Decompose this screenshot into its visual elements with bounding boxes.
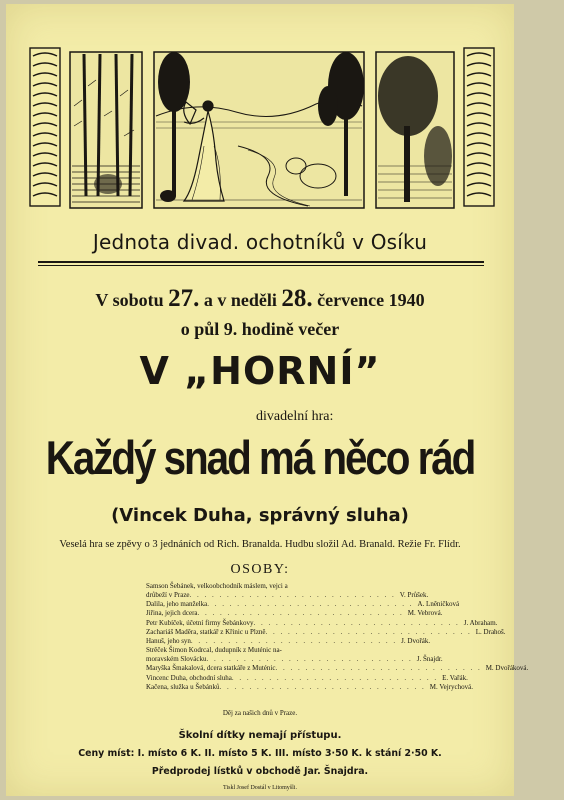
woodcut-banner-illustration xyxy=(28,46,498,210)
date-day-one: 27. xyxy=(168,285,200,312)
date-suffix: července 1940 xyxy=(317,290,425,310)
cast-actor: M. Vebrová. xyxy=(407,609,443,618)
leader-dots: . . . . . . . . . . . . . . . . . . . . . . . . . . . . xyxy=(265,627,472,636)
cast-row xyxy=(146,655,443,664)
cast-row xyxy=(146,609,443,618)
leader-dots: . . . . . . . . . . . . . . . . . . . . . . . . . . . . xyxy=(231,673,439,682)
cast-row xyxy=(146,673,468,683)
divider-top xyxy=(38,261,484,263)
date-prefix: V sobotu xyxy=(95,290,164,310)
cast-role: moravském Slovácku xyxy=(146,655,207,664)
cast-actor xyxy=(296,582,378,591)
cast-actor: M. Vejrychová. xyxy=(429,682,473,691)
cast-role: drůbeží v Praze xyxy=(146,591,190,600)
cast-actor: J. Abraham. xyxy=(463,618,498,627)
right-panel-trees xyxy=(376,52,454,208)
leader-dots: . . . . . . . . . . . . . . . . . . . . . . . . . . . . xyxy=(207,600,414,609)
printer-credit: Tiskl Josef Dostál v Litomyšli. xyxy=(223,785,297,791)
play-kind-label: divadelní hra: xyxy=(256,409,334,424)
leader-dots xyxy=(282,646,296,655)
cast-actor: V. Průšek. xyxy=(399,591,429,600)
cast-heading: OSOBY: xyxy=(230,562,290,577)
cast-actor: A. Lněničková xyxy=(417,600,460,609)
cast-actor xyxy=(296,646,378,655)
cast-actor: M. Dvořáková. xyxy=(485,664,529,673)
alternate-title: (Vincek Duha, správný sluha) xyxy=(111,505,409,526)
date-line xyxy=(6,285,514,313)
cast-actor: E. Vařák. xyxy=(442,673,468,682)
cast-role: Hanuš, jeho syn xyxy=(146,636,191,645)
play-title: Každý snad má něco rád xyxy=(45,431,475,484)
cast-role: Petr Kubíček, účetní firmy Šebánkovy xyxy=(146,618,254,627)
leader-dots: . . . . . . . . . . . . . . . . . . . . . . . . . . . . xyxy=(253,618,460,627)
date-day-two: 28. xyxy=(281,285,313,312)
time-line: o půl 9. hodině večer xyxy=(180,319,340,339)
presale-notice: Předprodej lístků v obchodě Jar. Šnajdra. xyxy=(151,766,369,777)
leader-dots: . . . . . . . . . . . . . . . . . . . . . . . . . . . . xyxy=(219,682,426,691)
cast-row xyxy=(146,646,378,655)
venue-title: V „HORNÍ” xyxy=(139,349,381,393)
cast-role: Strěček Šimon Kodrcal, dudupník z Muténic na- xyxy=(146,646,282,655)
cast-row xyxy=(146,682,473,692)
date-mid: a v neděli xyxy=(203,290,277,310)
cast-role: Jiřina, jejich dcera xyxy=(146,609,198,618)
leader-dots xyxy=(288,582,296,591)
leader-dots: . . . . . . . . . . . . . . . . . . . . . . . . . . . . xyxy=(197,609,404,618)
leader-dots: . . . . . . . . . . . . . . . . . . . . . . . . . . . . xyxy=(190,636,398,645)
cast-row xyxy=(146,582,378,591)
play-description: Veselá hra se zpěvy o 3 jednáních od Rich. Branalda. Hudbu složil Ad. Branald. Režie Fr. Flídr. xyxy=(59,539,461,550)
cast-role: Dalila, jeho manželka xyxy=(146,600,208,609)
ticket-prices: Ceny míst: I. místo 6 K. II. místo 5 K. III. místo 3·50 K. k stání 2·50 K. xyxy=(78,748,442,759)
leader-dots: . . . . . . . . . . . . . . . . . . . . . . . . . . . . xyxy=(275,664,482,673)
cast-row xyxy=(146,636,431,646)
cast-actor: J. Dvořák. xyxy=(401,636,431,645)
right-ornament xyxy=(464,48,494,206)
poster xyxy=(6,4,529,796)
cast-list xyxy=(146,582,529,692)
divider-top-thin xyxy=(38,265,484,266)
cast-role: Maryška Šmakalová, dcera statkáře z Muténic xyxy=(146,664,276,673)
cast-row xyxy=(146,591,429,600)
cast-row xyxy=(146,664,529,673)
leader-dots: . . . . . . . . . . . . . . . . . . . . . . . . . . . . xyxy=(206,655,413,664)
cast-role: Samson Šebánek, velkoobchodník máslem, vejci a xyxy=(146,582,288,590)
cast-row xyxy=(146,600,460,609)
cast-actor: L. Drahoš. xyxy=(475,627,506,636)
center-panel-landscape xyxy=(154,52,364,208)
cast-actor: J. Šnajdr. xyxy=(416,655,443,664)
left-panel-forest xyxy=(70,52,142,208)
cast-role: Zachariáš Maděra, statkář z Křinic u Plzně xyxy=(146,627,266,636)
society-name: Jednota divad. ochotníků v Osíku xyxy=(92,230,428,254)
setting-note: Děj za našich dnů v Praze. xyxy=(222,709,298,717)
cast-role: Vincenc Duha, obchodní sluha xyxy=(146,673,232,682)
cast-row xyxy=(146,627,506,637)
leader-dots: . . . . . . . . . . . . . . . . . . . . . . . . . . . . xyxy=(189,591,396,600)
cast-row xyxy=(146,618,498,628)
left-ornament xyxy=(30,48,60,206)
cast-role: Kačena, služka u Šebánků xyxy=(146,682,220,691)
children-notice: Školní dítky nemají přístupu. xyxy=(178,730,342,741)
